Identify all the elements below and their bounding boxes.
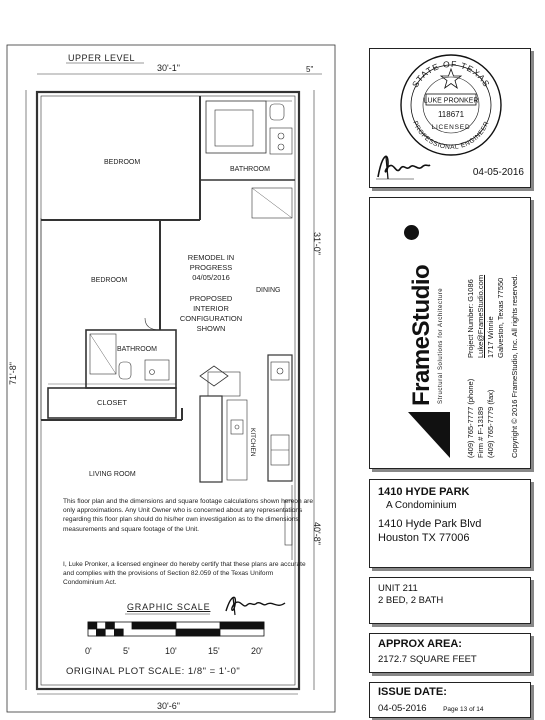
firm-tagline: Structural Solutions for Architecture — [438, 287, 444, 404]
issue-label: ISSUE DATE: — [378, 686, 447, 698]
firm-phone: (409) 765-7777 (phone) — [466, 378, 475, 458]
room-label-dining: DINING — [256, 287, 281, 294]
unit-panel — [369, 577, 531, 624]
remodel-note-line-2: PROGRESS — [189, 263, 233, 272]
issue-date: 04-05-2016 — [378, 703, 427, 714]
scale-tick-20: 20' — [251, 646, 263, 656]
project-title: 1410 HYDE PARK — [378, 486, 470, 498]
certification-text: I, Luke Pronker, a licensed engineer do hereby certify that these plans are accurate and complies with the provisions of Section 82.059 of the Texas Uniform Condominium Act. — [63, 561, 306, 587]
room-label-bedroom-2: BEDROOM — [91, 277, 128, 284]
scale-tick-5: 5' — [123, 646, 130, 656]
proposed-note-line-1: PROPOSED — [189, 294, 233, 303]
room-label-bathroom-2: BATHROOM — [117, 346, 157, 353]
remodel-note-line-1: REMODEL IN — [187, 253, 235, 262]
firm-copyright: Copyright © 2016 FrameStudio, Inc. All rights reserved. — [510, 274, 519, 458]
level-title: UPPER LEVEL — [68, 53, 136, 63]
dimension-top: 30'-1" — [157, 63, 180, 73]
engineer-seal-panel — [369, 48, 531, 188]
proposed-note-line-3: CONFIGURATION — [179, 314, 243, 323]
seal-licensed-text: LICENSED — [431, 124, 471, 131]
dimension-bottom: 30'-6" — [157, 701, 180, 711]
dimension-top-small: 5" — [306, 65, 314, 74]
page-number: Page 13 of 14 — [443, 706, 484, 713]
seal-state-text: STATE OF TEXAS — [409, 58, 493, 90]
issue-panel — [369, 682, 531, 718]
firm-contact-block — [466, 379, 496, 458]
firm-fax: (409) 765-7779 (fax) — [486, 389, 495, 458]
dimension-right-upper: 31'-0" — [312, 232, 322, 255]
remodel-note — [172, 253, 250, 283]
proposed-note-line-2: INTERIOR — [193, 304, 229, 313]
firm-panel-rotated — [370, 198, 532, 470]
area-panel — [369, 633, 531, 673]
room-label-living-room: LIVING ROOM — [89, 471, 136, 478]
unit-number: UNIT 211 — [378, 583, 418, 594]
firm-info-block — [466, 275, 506, 358]
firm-name: FrameStudio — [408, 264, 435, 406]
seal-date: 04-05-2016 — [472, 167, 524, 178]
engineer-seal — [399, 53, 503, 157]
firm-project-number: Project Number: G1086 — [466, 279, 475, 358]
room-label-kitchen: KITCHEN — [249, 428, 256, 457]
graphic-scale-label: GRAPHIC SCALE — [127, 602, 211, 612]
seal-name: LUKE PRONKER — [423, 97, 479, 105]
firm-number: Firm # F-13189 — [476, 406, 485, 458]
firm-city: Galveston, Texas 77550 — [496, 277, 505, 358]
seal-professional-text: PROFESSIONAL ENGINEER — [411, 120, 491, 152]
project-address-line-2: Houston TX 77006 — [378, 532, 470, 544]
room-label-bedroom-1: BEDROOM — [104, 159, 141, 166]
dimension-left: 71'-8" — [8, 362, 18, 385]
area-value: 2172.7 SQUARE FEET — [378, 654, 477, 665]
engineer-signature-seal — [374, 149, 432, 183]
room-label-bathroom-1: BATHROOM — [230, 166, 270, 173]
project-address-line-1: 1410 Hyde Park Blvd — [378, 518, 482, 530]
remodel-note-line-3: 04/05/2016 — [192, 273, 230, 282]
dimension-right-lower: 40'-8" — [312, 522, 322, 545]
firm-logo-dot-icon — [404, 225, 419, 240]
unit-beds-baths: 2 BED, 2 BATH — [378, 595, 444, 606]
engineer-signature-plan — [223, 591, 287, 617]
plot-scale-note: ORIGINAL PLOT SCALE: 1/8" = 1'-0" — [66, 666, 241, 677]
project-panel — [369, 479, 531, 568]
area-label: APPROX AREA: — [378, 638, 462, 650]
project-subtitle: A Condominium — [386, 500, 457, 511]
proposed-note-line-4: SHOWN — [196, 324, 226, 333]
disclaimer-text: This floor plan and the dimensions and square footage calculations shown hereon are only approximations. Any Unit Owner who is concerned about any representations regarding this floor plan should do his/her own investigation as to the dimensions, measurements and square footage of the Unit. — [63, 498, 313, 533]
room-label-closet: CLOSET — [97, 398, 128, 407]
firm-street: 1717 Winnie — [486, 316, 495, 358]
seal-license-number: 118671 — [437, 110, 465, 119]
firm-email-link[interactable]: Luke@FrameStudio.com — [476, 274, 485, 358]
scale-tick-0: 0' — [85, 646, 92, 656]
firm-logo-triangle-icon — [408, 412, 450, 458]
firm-panel — [369, 197, 531, 469]
scale-tick-10: 10' — [165, 646, 177, 656]
scale-tick-15: 15' — [208, 646, 220, 656]
proposed-note — [172, 294, 250, 334]
